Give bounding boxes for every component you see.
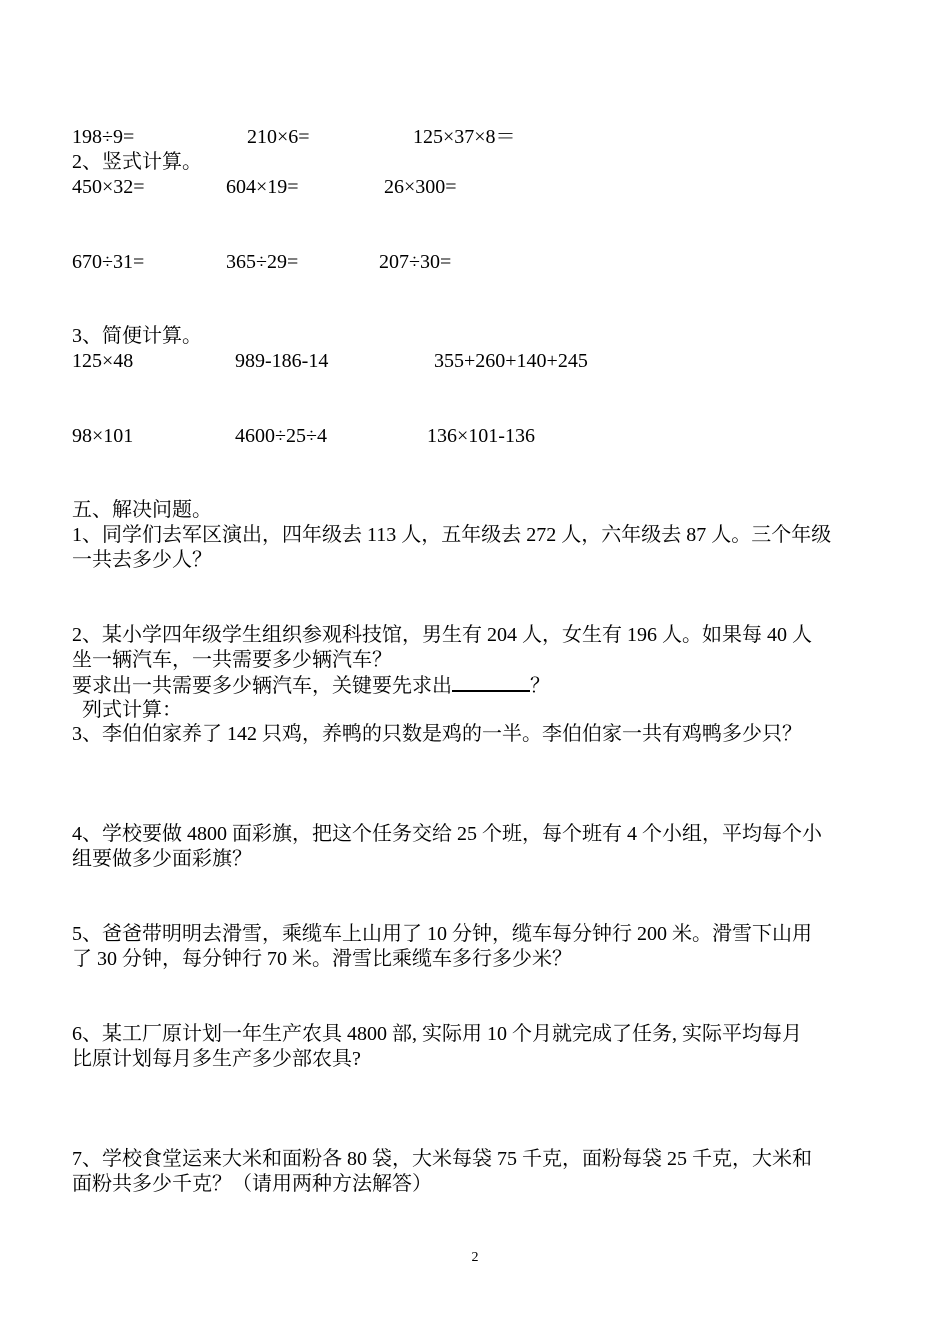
- question-1-line-1: 1、同学们去军区演出，四年级去 113 人，五年级去 272 人，六年级去 87 人。三个年级: [72, 524, 832, 546]
- section-3-title: 3、简便计算。: [72, 325, 202, 347]
- question-6-line-1: 6、某工厂原计划一年生产农具 4800 部, 实际用 10 个月就完成了任务, 实际平均每月: [72, 1023, 802, 1045]
- section-2-title: 2、竖式计算。: [72, 151, 202, 173]
- calc-4600-div-25-div-4: 4600÷25÷4: [235, 425, 327, 447]
- calc-207-div-30: 207÷30=: [379, 251, 452, 273]
- question-5-line-1: 5、爸爸带明明去滑雪，乘缆车上山用了 10 分钟，缆车每分钟行 200 米。滑雪下山用: [72, 923, 812, 945]
- calc-125-times-48: 125×48: [72, 350, 134, 372]
- question-2-hint-mark: ？: [530, 675, 550, 697]
- page-number: 2: [471, 1250, 479, 1265]
- question-2-formula-label: 列式计算：: [82, 699, 182, 721]
- question-2-line-2: 坐一辆汽车，一共需要多少辆汽车？: [72, 649, 392, 671]
- question-6-line-2: 比原计划每月多生产多少部农具?: [72, 1048, 361, 1070]
- calc-26-times-300: 26×300=: [384, 176, 457, 198]
- question-7-line-1: 7、学校食堂运来大米和面粉各 80 袋，大米每袋 75 千克，面粉每袋 25 千克，大米和: [72, 1148, 812, 1170]
- calc-210-times-6: 210×6=: [247, 126, 310, 148]
- question-7-line-2: 面粉共多少千克？（请用两种方法解答）: [72, 1173, 432, 1195]
- calc-365-div-29: 365÷29=: [226, 251, 299, 273]
- question-2-line-1: 2、某小学四年级学生组织参观科技馆，男生有 204 人，女生有 196 人。如果每 40 人: [72, 624, 812, 646]
- answer-blank[interactable]: [452, 672, 530, 692]
- question-1-line-2: 一共去多少人？: [72, 549, 212, 571]
- calc-355-plus-260-plus-140-plus-245: 355+260+140+245: [434, 350, 588, 372]
- calc-125-times-37-times-8: 125×37×8＝: [413, 126, 516, 148]
- calc-450-times-32: 450×32=: [72, 176, 145, 198]
- question-4-line-2: 组要做多少面彩旗？: [72, 848, 252, 870]
- calc-98-times-101: 98×101: [72, 425, 134, 447]
- question-5-line-2: 了 30 分钟，每分钟行 70 米。滑雪比乘缆车多行多少米？: [72, 948, 572, 970]
- question-2-hint-text: 要求出一共需要多少辆汽车，关键要先求出: [72, 675, 452, 697]
- question-2-hint: [72, 672, 550, 699]
- part-5-title: 五、解决问题。: [72, 499, 212, 521]
- calc-198-div-9: 198÷9=: [72, 126, 135, 148]
- question-4-line-1: 4、学校要做 4800 面彩旗，把这个任务交给 25 个班，每个班有 4 个小组，平均每个小: [72, 823, 822, 845]
- calc-136-times-101-minus-136: 136×101-136: [427, 425, 535, 447]
- calc-989-minus-186-minus-14: 989-186-14: [235, 350, 329, 372]
- calc-604-times-19: 604×19=: [226, 176, 299, 198]
- question-3-line-1: 3、李伯伯家养了 142 只鸡，养鸭的只数是鸡的一半。李伯伯家一共有鸡鸭多少只？: [72, 723, 802, 745]
- calc-670-div-31: 670÷31=: [72, 251, 145, 273]
